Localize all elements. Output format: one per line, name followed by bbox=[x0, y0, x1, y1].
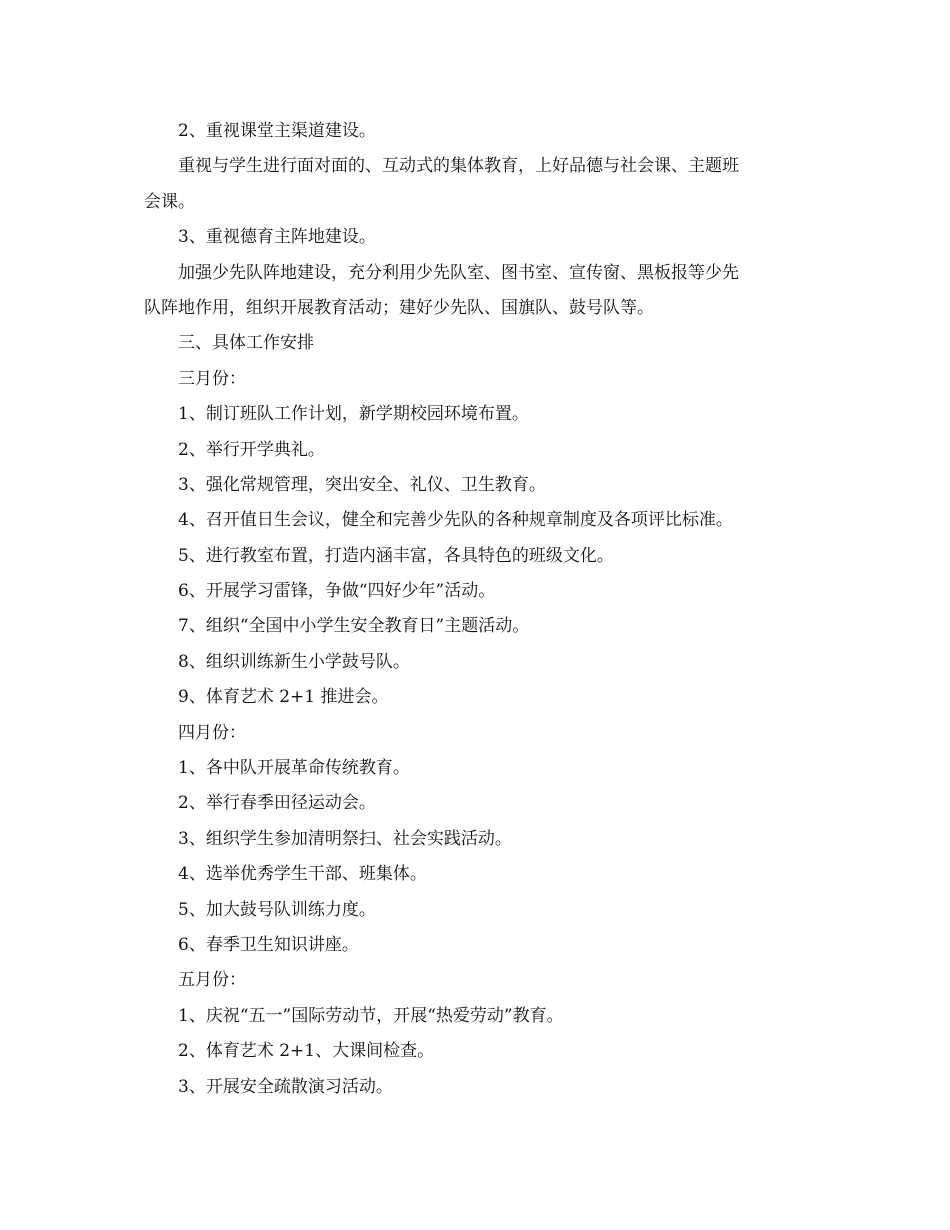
list-item: 3、强化常规管理，突出安全、礼仪、卫生教育。 bbox=[178, 474, 546, 495]
paragraph-line: 重视与学生进行面对面的、互动式的集体教育，上好品德与社会课、主题班 bbox=[178, 156, 739, 177]
month-heading: 四月份： bbox=[178, 722, 246, 743]
list-item: 5、加大鼓号队训练力度。 bbox=[178, 899, 376, 920]
list-item: 5、进行教室布置，打造内涵丰富，各具特色的班级文化。 bbox=[178, 545, 614, 566]
list-item: 2、举行春季田径运动会。 bbox=[178, 793, 376, 814]
section-heading: 三、具体工作安排 bbox=[178, 333, 314, 354]
list-item: 2、重视课堂主渠道建设。 bbox=[178, 121, 376, 141]
list-item: 6、春季卫生知识讲座。 bbox=[178, 934, 359, 955]
list-item: 3、组织学生参加清明祭扫、社会实践活动。 bbox=[178, 828, 512, 849]
paragraph-line: 队阵地作用，组织开展教育活动；建好少先队、国旗队、鼓号队等。 bbox=[144, 297, 654, 318]
list-item: 4、召开值日生会议，健全和完善少先队的各种规章制度及各项评比标准。 bbox=[178, 510, 733, 531]
list-item: 6、开展学习雷锋，争做“四好少年”活动。 bbox=[178, 581, 496, 602]
list-item: 7、组织“全国中小学生安全教育日”主题活动。 bbox=[178, 616, 530, 637]
list-item: 1、庆祝“五一”国际劳动节，开展“热爱劳动”教育。 bbox=[178, 1005, 564, 1026]
list-item: 2、体育艺术 2+1、大课间检查。 bbox=[178, 1041, 435, 1062]
list-item: 1、各中队开展革命传统教育。 bbox=[178, 758, 410, 779]
month-heading: 五月份： bbox=[178, 970, 246, 991]
list-item: 8、组织训练新生小学鼓号队。 bbox=[178, 651, 410, 672]
paragraph-line: 会课。 bbox=[144, 191, 195, 212]
month-heading: 三月份： bbox=[178, 368, 246, 389]
document-body bbox=[144, 114, 806, 1105]
list-item: 3、重视德育主阵地建设。 bbox=[178, 227, 376, 248]
list-item: 3、开展安全疏散演习活动。 bbox=[178, 1076, 393, 1097]
paragraph-line: 加强少先队阵地建设，充分利用少先队室、图书室、宣传窗、黑板报等少先 bbox=[178, 262, 739, 283]
list-item: 1、制订班队工作计划，新学期校园环境布置。 bbox=[178, 404, 529, 425]
list-item: 9、体育艺术 2+1 推进会。 bbox=[178, 687, 389, 708]
list-item: 4、选举优秀学生干部、班集体。 bbox=[178, 864, 427, 885]
list-item: 2、举行开学典礼。 bbox=[178, 439, 325, 460]
